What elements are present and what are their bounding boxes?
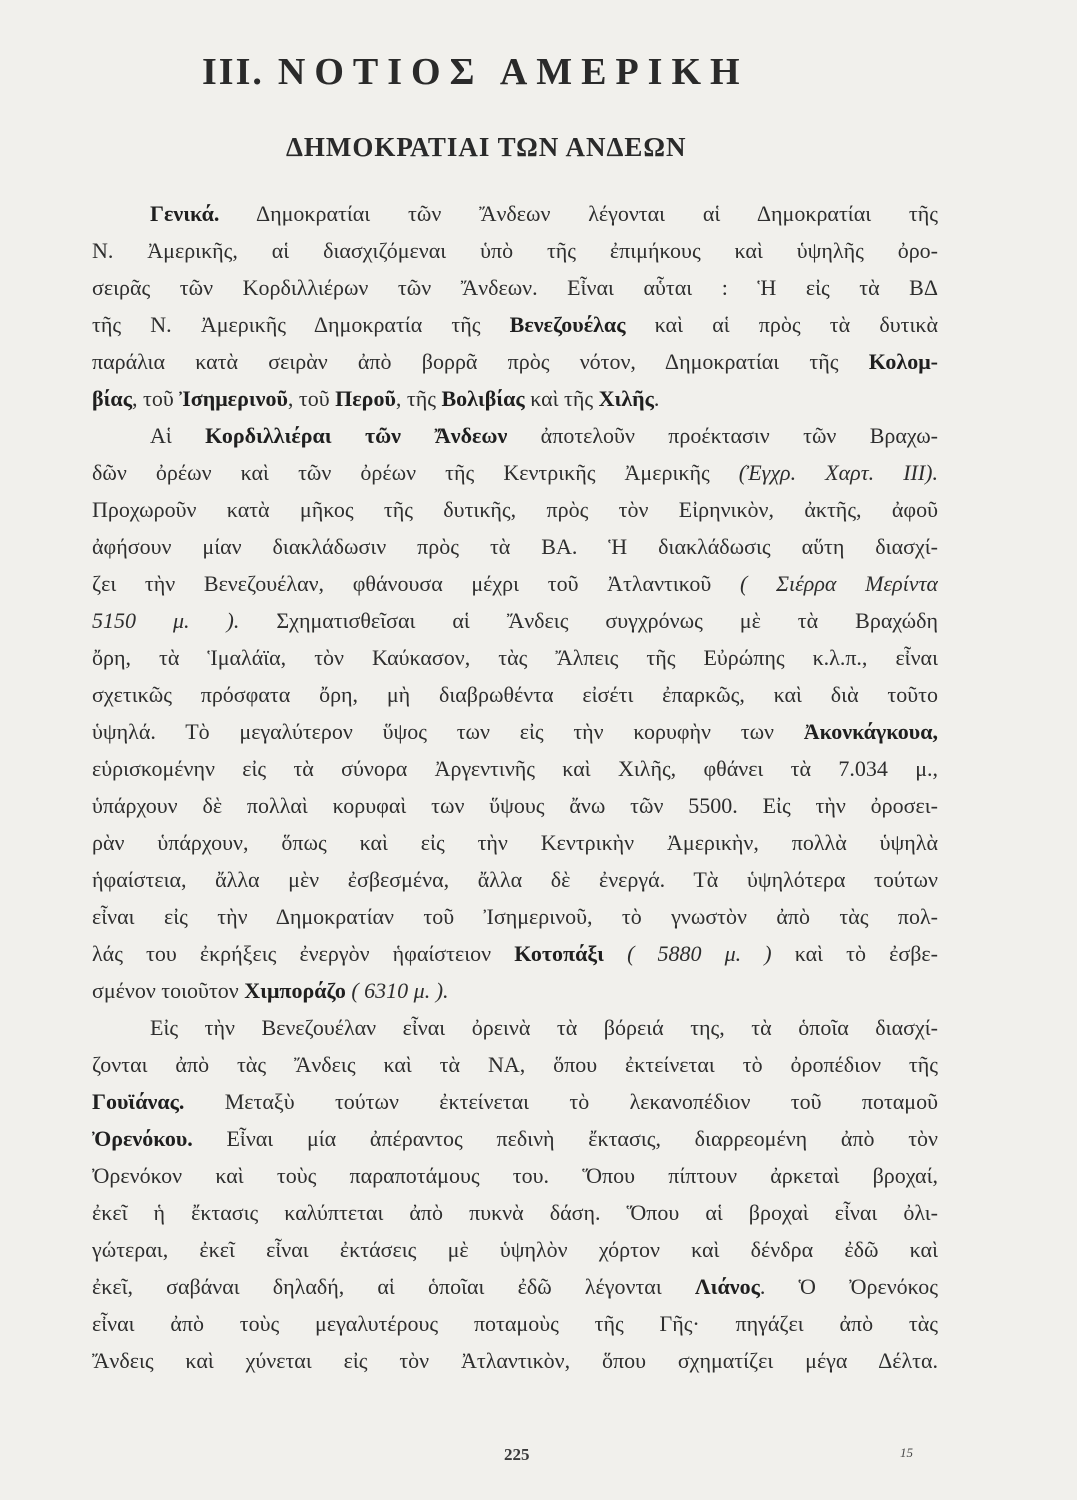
term-chile: Χιλῆς bbox=[598, 386, 654, 411]
text-line-24: ζονται ἀπὸ τὰς Ἄνδεις καὶ τὰ ΝΑ, ὅπου ἐκτείνεται τὸ ὀροπέδιον τῆς bbox=[92, 1052, 938, 1077]
term-bolivia: Βολιβίας bbox=[441, 386, 525, 411]
text-line-6 bbox=[92, 380, 938, 417]
text-segment: Δημοκρατίαι τῶν Ἄνδεων λέγονται αἱ Δημοκρατίαι τῆς bbox=[219, 201, 938, 226]
text-line-10: ἀφήσουν μίαν διακλάδωσιν πρὸς τὰ ΒΑ. Ἡ διακλάδωσις αὕτη διασχί- bbox=[92, 534, 938, 559]
text-line-17: ὑπάρχουν δὲ πολλαὶ κορυφαὶ των ὕψους ἄνω τῶν 5500. Εἰς τὴν ὀροσει- bbox=[92, 793, 938, 818]
text-line-29: γώτεραι, ἐκεῖ εἶναι ἐκτάσεις μὲ ὑψηλὸν χόρτον καὶ δένδρα ἐδῶ καὶ bbox=[92, 1237, 938, 1262]
text-segment: , τῆς bbox=[395, 386, 442, 411]
text-line-13: ὄρη, τὰ Ἱμαλάϊα, τὸν Καύκασον, τὰς Ἄλπεις τῆς Εὐρώπης κ.λ.π., εἶναι bbox=[92, 645, 938, 670]
term-cotopaxi: Κοτοπάξι bbox=[514, 941, 604, 966]
chapter-number: III. bbox=[202, 51, 264, 93]
text-line-7 bbox=[92, 417, 938, 454]
text-line-2: Ν. Ἀμερικῆς, αἱ διασχιζόμεναι ὑπὸ τῆς ἐπιμήκους καὶ ὑψηλῆς ὀρο- bbox=[92, 238, 938, 263]
map-reference: (Ἐγχρ. Χαρτ. ΙΙΙ). bbox=[738, 460, 938, 485]
text-segment: Εἶναι μία ἀπέραντος πεδινὴ ἔκτασις, διαρρεομένη ἀπὸ τὸν bbox=[192, 1126, 938, 1151]
text-line-9: Προχωροῦν κατὰ μῆκος τῆς δυτικῆς, πρὸς τὸν Εἰρηνικὸν, ἀκτῆς, ἀφοῦ bbox=[92, 497, 938, 522]
text-line-23: Εἰς τὴν Βενεζουέλαν εἶναι ὀρεινὰ τὰ βόρειά της, τὰ ὁποῖα διασχί- bbox=[150, 1015, 938, 1040]
text-line-4 bbox=[92, 306, 938, 343]
sheet-signature: 15 bbox=[900, 1445, 913, 1460]
chapter-heading bbox=[202, 50, 822, 94]
text-segment: , τοῦ bbox=[131, 386, 180, 411]
text-segment: ὑψηλά. Τὸ μεγαλύτερον ὕψος των εἰς τὴν κορυφὴν των bbox=[92, 719, 804, 744]
term-colombia-start: Κολομ- bbox=[868, 349, 938, 374]
term-genika: Γενικά. bbox=[150, 201, 220, 226]
term-colombia-end: βίας bbox=[92, 386, 132, 411]
text-segment: καὶ αἱ πρὸς τὰ δυτικὰ bbox=[625, 312, 938, 337]
text-line-11 bbox=[92, 565, 938, 602]
text-segment: Σχηματισθεῖσαι αἱ Ἄνδεις συγχρόνως μὲ τὰ Βραχώδη bbox=[239, 608, 938, 633]
term-llanos: Λιάνος bbox=[694, 1274, 760, 1299]
text-segment: δῶν ὀρέων καὶ τῶν ὀρέων τῆς Κεντρικῆς Ἀμερικῆς bbox=[92, 460, 739, 485]
text-segment: . Ὁ Ὀρενόκος bbox=[759, 1274, 938, 1299]
section-title: ΔΗΜΟΚΡΑΤΙΑΙ ΤΩΝ ΑΝΔΕΩΝ bbox=[286, 132, 687, 162]
text-segment: ἀποτελοῦν προέκτασιν τῶν Βραχω- bbox=[507, 423, 938, 448]
text-line-26 bbox=[92, 1120, 938, 1157]
term-orinoco: Ὀρενόκου. bbox=[92, 1126, 193, 1151]
body-text bbox=[92, 195, 938, 1379]
text-segment: . bbox=[653, 386, 660, 411]
text-line-31: εἶναι ἀπὸ τοὺς μεγαλυτέρους ποταμοὺς τῆς Γῆς· πηγάζει ἀπὸ τὰς bbox=[92, 1311, 938, 1336]
text-segment: καὶ τῆς bbox=[524, 386, 599, 411]
term-guiana: Γουϊάνας. bbox=[92, 1089, 185, 1114]
text-line-28: ἐκεῖ ἡ ἔκτασις καλύπτεται ἀπὸ πυκνὰ δάση. Ὅπου αἱ βροχαὶ εἶναι ὀλι- bbox=[92, 1200, 938, 1225]
text-segment: Μεταξὺ τούτων ἐκτείνεται τὸ λεκανοπέδιον τοῦ ποταμοῦ bbox=[184, 1089, 938, 1114]
sierra-merida-height: 5150 μ. ). bbox=[92, 608, 240, 633]
text-segment: ζει τὴν Βενεζουέλαν, φθάνουσα μέχρι τοῦ Ἀτλαντικοῦ bbox=[92, 571, 740, 596]
text-line-1 bbox=[92, 195, 938, 232]
chapter-title: ΝΟΤΙΟΣ ΑΜΕΡΙΚΗ bbox=[277, 51, 749, 93]
term-ecuador: Ἰσημερινοῦ bbox=[179, 386, 288, 411]
text-line-30 bbox=[92, 1268, 938, 1305]
text-line-20: εἶναι εἰς τὴν Δημοκρατίαν τοῦ Ἰσημερινοῦ, τὸ γνωστὸν ἀπὸ τὰς πολ- bbox=[92, 904, 938, 929]
text-line-21 bbox=[92, 935, 938, 972]
text-line-16: εὑρισκομένην εἰς τὰ σύνορα Ἀργεντινῆς καὶ Χιλῆς, φθάνει τὰ 7.034 μ., bbox=[92, 756, 938, 781]
text-segment: καὶ τὸ ἐσβε- bbox=[771, 941, 938, 966]
term-chimborazo: Χιμποράζο bbox=[244, 978, 346, 1003]
term-peru: Περοῦ bbox=[335, 386, 396, 411]
page-footer bbox=[92, 1445, 938, 1469]
text-segment: τῆς Ν. Ἀμερικῆς Δημοκρατία τῆς bbox=[92, 312, 510, 337]
text-line-25 bbox=[92, 1083, 938, 1120]
text-segment: παράλια κατὰ σειρὰν ἀπὸ βορρᾶ πρὸς νότον, Δημοκρατίαι τῆς bbox=[92, 349, 869, 374]
text-line-27: Ὀρενόκον καὶ τοὺς παραποτάμους του. Ὅπου πίπτουν ἀρκεταὶ βροχαί, bbox=[92, 1163, 938, 1188]
page-number: 225 bbox=[504, 1445, 530, 1464]
text-line-8 bbox=[92, 454, 938, 491]
term-venezuela: Βενεζουέλας bbox=[509, 312, 626, 337]
text-line-32: Ἄνδεις καὶ χύνεται εἰς τὸν Ἀτλαντικὸν, ὅπου σχηματίζει μέγα Δέλτα. bbox=[92, 1348, 938, 1373]
text-line-12 bbox=[92, 602, 938, 639]
text-segment: λάς του ἐκρήξεις ἐνεργὸν ἡφαίστειον bbox=[92, 941, 515, 966]
text-segment: Αἱ bbox=[150, 423, 206, 448]
text-line-22 bbox=[92, 972, 938, 1009]
chimborazo-height: ( 6310 μ. ). bbox=[345, 978, 449, 1003]
text-line-14: σχετικῶς πρόσφατα ὄρη, μὴ διαβρωθέντα εἰσέτι ἐπαρκῶς, καὶ διὰ τοῦτο bbox=[92, 682, 938, 707]
term-cordilleras: Κορδιλλιέραι τῶν Ἄνδεων bbox=[205, 423, 508, 448]
term-aconcagua: Ἀκονκάγκουα, bbox=[803, 719, 938, 744]
book-page bbox=[92, 40, 938, 1464]
text-line-5 bbox=[92, 343, 938, 380]
sierra-merida-ref: ( Σιέρρα Μερίντα bbox=[739, 571, 938, 596]
text-segment: , τοῦ bbox=[287, 386, 336, 411]
text-line-18: ρὰν ὑπάρχουν, ὅπως καὶ εἰς τὴν Κεντρικὴν Ἀμερικὴν, πολλὰ ὑψηλὰ bbox=[92, 830, 938, 855]
text-line-19: ἡφαίστεια, ἄλλα μὲν ἐσβεσμένα, ἄλλα δὲ ἐνεργά. Τὰ ὑψηλότερα τούτων bbox=[92, 867, 938, 892]
text-line-15 bbox=[92, 713, 938, 750]
cotopaxi-height: ( 5880 μ. ) bbox=[603, 941, 772, 966]
text-segment: σμένον τοιοῦτον bbox=[92, 978, 245, 1003]
text-line-3: σειρᾶς τῶν Κορδιλλιέρων τῶν Ἄνδεων. Εἶναι αὗται : Ἡ εἰς τὰ ΒΔ bbox=[92, 275, 938, 300]
text-segment: ἐκεῖ, σαβάναι δηλαδή, αἱ ὁποῖαι ἐδῶ λέγονται bbox=[92, 1274, 695, 1299]
